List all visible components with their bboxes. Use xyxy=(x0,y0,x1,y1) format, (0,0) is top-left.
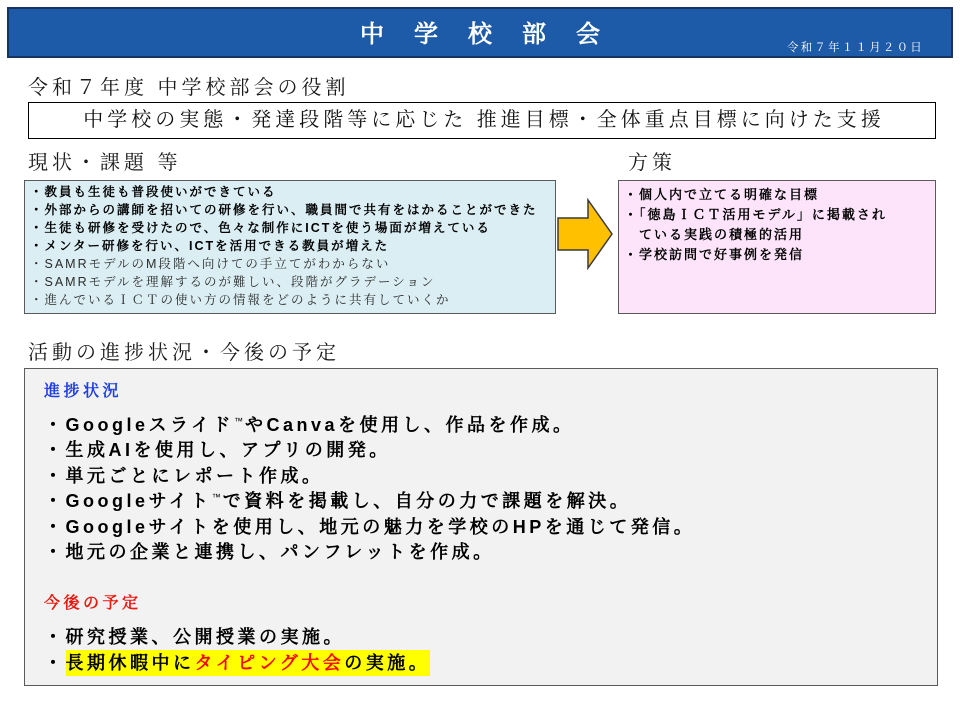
plans-label: 今後の予定 xyxy=(44,595,142,612)
issue-item: ・生徒も研修を受けたので、色々な制作にICTを使う場面が増えている xyxy=(30,221,491,235)
right-arrow-icon xyxy=(555,197,615,271)
plan-item xyxy=(44,650,430,676)
activity-heading: 活動の進捗状況・今後の予定 xyxy=(28,342,340,364)
slide-date: 令和７年１１月２０日 xyxy=(787,42,924,54)
progress-item xyxy=(44,413,695,438)
progress-item-text: ・Googleスライド xyxy=(44,415,234,435)
progress-item-text: ・Googleサイトを使用し、地元の魅力を学校のHPを通じて発信。 xyxy=(44,516,696,537)
progress-item xyxy=(44,438,695,463)
measure-item xyxy=(624,245,935,265)
progress-item-text: ・生成AIを使用し、アプリの開発。 xyxy=(44,440,391,461)
progress-item xyxy=(44,464,695,489)
measure-item-line: ・個人内で立てる明確な目標 xyxy=(624,187,820,202)
role-statement-box xyxy=(28,102,936,139)
role-statement: 中学校の実態・発達段階等に応じた 推進目標・全体重点目標に向けた支援 xyxy=(83,109,885,131)
plan-item-text: ・研究授業、公開授業の実施。 xyxy=(44,627,345,647)
highlighted-text xyxy=(66,650,431,676)
measures-heading: 方策 xyxy=(628,152,676,174)
measure-item xyxy=(624,185,935,205)
issues-heading: 現状・課題 等 xyxy=(28,152,182,174)
measures-box xyxy=(618,180,936,314)
issue-item: ・教員も生徒も普段使いができている xyxy=(30,185,277,199)
plan-item xyxy=(44,624,430,650)
activity-box xyxy=(24,368,938,686)
plan-item-text: 長期休暇中に xyxy=(65,653,195,673)
progress-item-text: やCanvaを使用し、作品を作成。 xyxy=(244,415,575,435)
measure-item xyxy=(624,205,935,245)
slide-title: 中学校部会 xyxy=(360,21,630,48)
issue-item: ・メンター研修を行い、ICTを活用できる教員が増えた xyxy=(30,239,390,253)
progress-item xyxy=(44,540,695,565)
progress-item xyxy=(44,489,695,514)
header-bar xyxy=(7,7,953,58)
measure-item-line: ・学校訪問で好事例を発信 xyxy=(624,247,805,262)
issue-item: ・SAMRモデルのM段階へ向けての手立てがわからない xyxy=(30,257,391,271)
progress-item xyxy=(44,515,695,540)
right-arrow-shape xyxy=(558,200,612,268)
trademark-mark: ™ xyxy=(211,492,221,503)
plan-item-text: の実施。 xyxy=(344,653,431,673)
plans-list xyxy=(44,624,430,676)
trademark-mark: ™ xyxy=(233,416,243,426)
issue-item: ・外部からの講師を招いての研修を行い、職員間で共有をはかることができた xyxy=(30,203,538,217)
plan-item-bullet: ・ xyxy=(44,653,66,673)
progress-item-text: ・単元ごとにレポート作成。 xyxy=(44,465,324,486)
issues-box xyxy=(24,180,556,314)
emphasized-text: タイピング大会 xyxy=(194,653,345,673)
progress-list xyxy=(44,413,695,565)
progress-label: 進捗状況 xyxy=(44,383,123,400)
measure-item-line-continued: ている実践の積極的活用 xyxy=(639,227,805,242)
role-heading: 令和７年度 中学校部会の役割 xyxy=(28,77,350,99)
issue-item: ・SAMRモデルを理解するのが難しい、段階がグラデーション xyxy=(30,275,436,289)
progress-item-text: で資料を掲載し、自分の力で課題を解決。 xyxy=(222,491,632,512)
progress-item-text: ・地元の企業と連携し、パンフレットを作成。 xyxy=(44,541,495,562)
measure-item-line: ・「徳島ＩＣＴ活用モデル」に掲載され xyxy=(624,207,887,222)
issue-item: ・進んでいるＩＣＴの使い方の情報をどのように共有していくか xyxy=(30,293,451,307)
progress-item-text: ・Googleサイト xyxy=(44,491,212,512)
